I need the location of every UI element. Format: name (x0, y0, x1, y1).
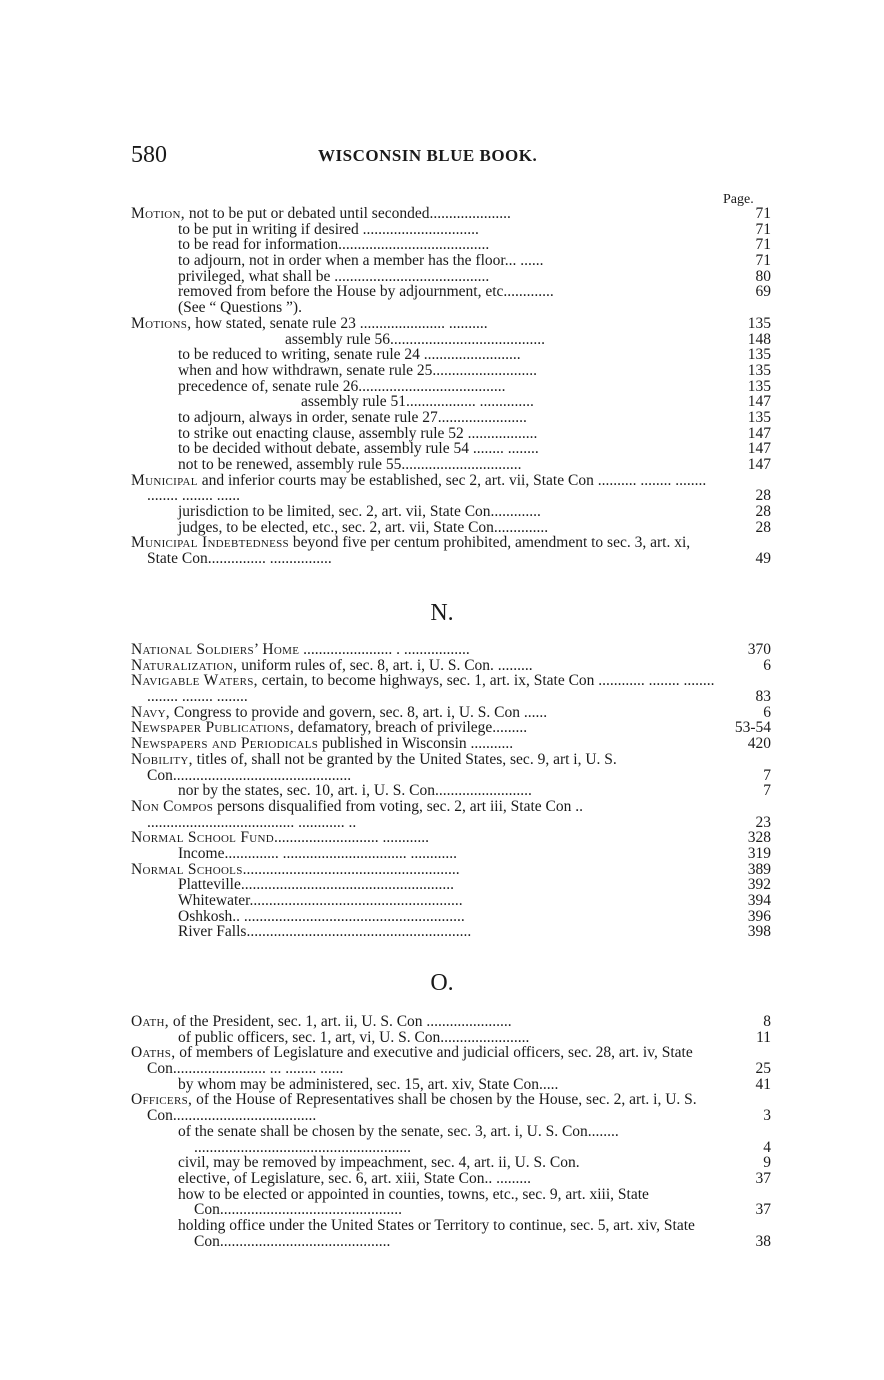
page-header (131, 142, 771, 172)
section-letter-o: O. (430, 970, 454, 996)
index-entry: (See “ Questions ”). (178, 299, 302, 317)
index-entry: when and how withdrawn, senate rule 25........................... 135 (178, 361, 771, 379)
index-entry: of public officers, sec. 1, art, vi, U. S. Con....................... 11 (178, 1028, 771, 1046)
index-entry: Oaths, of members of Legislature and executive and judicial officers, sec. 28, art. iv, State Con........................ ... ........ ...... 25 (131, 1045, 771, 1078)
index-entry: Municipal Indebtedness beyond five per centum prohibited, amendment to sec. 3, art. xi, State Con............... ................ 49 (131, 535, 771, 568)
page-column-label: Page. (723, 192, 754, 207)
index-entry: Platteville....................................................... 392 (178, 876, 771, 894)
index-entry: Non Compos persons disqualified from voting, sec. 2, art iii, State Con .. ...................................... ............ .. 23 (131, 798, 771, 831)
index-entry: Oath, of the President, sec. 1, art. ii, U. S. Con ...................... 8 (131, 1013, 771, 1030)
index-entry: Officers, of the House of Representatives shall be chosen by the House, sec. 2, art. i, U. S. Con..................................... 3 (131, 1092, 771, 1125)
index-entry: to be read for information....................................... 71 (178, 236, 771, 254)
index-entry: removed from before the House by adjournment, etc............. 69 (178, 283, 771, 301)
index-entry: River Falls.......................................................... 398 (178, 923, 771, 941)
index-entry: Nobility, titles of, shall not be granted by the United States, sec. 9, art i, U. S. Con.............................................. 7 (131, 751, 771, 784)
index-entry: how to be elected or appointed in counties, towns, etc., sec. 9, art. xiii, State Con............................................... 37 (178, 1186, 771, 1219)
index-entry: assembly rule 56........................................ 148 (285, 330, 771, 348)
index-entry: Income.............. ................................ ............ 319 (178, 844, 771, 862)
index-entry: by whom may be administered, sec. 15, art. xiv, State Con..... 41 (178, 1075, 771, 1093)
index-entry: assembly rule 51.................. .............. 147 (301, 393, 771, 411)
index-entry: Navigable Waters, certain, to become highways, sec. 1, art. ix, State Con ............ ........ ........ ........ ........ ........ 83 (131, 673, 771, 706)
index-section-m (131, 206, 771, 567)
index-entry: holding office under the United States or Territory to continue, sec. 5, art. xiv, State Con............................................ 38 (178, 1218, 771, 1250)
index-entry: National Soldiers’ Home ....................... . ................. 370 (131, 641, 771, 658)
index-entry: judges, to be elected, etc., sec. 2, art. vii, State Con.............. 28 (178, 518, 771, 536)
index-entry: Municipal and inferior courts may be established, sec 2, art. vii, State Con .......... ........ ........ ........ ........ ...... 28 (131, 472, 771, 505)
index-section-o (131, 1014, 771, 1249)
index-entry: precedence of, senate rule 26...................................... 135 (178, 377, 771, 395)
running-title: WISCONSIN BLUE BOOK. (318, 146, 538, 165)
page-number: 580 (131, 142, 167, 168)
index-section-n (131, 642, 771, 940)
index-entry: civil, may be removed by impeachment, sec. 4, art. ii, U. S. Con. 9 (178, 1154, 771, 1172)
index-entry: Normal Schools........................................................ 389 (131, 860, 771, 878)
index-entry: Whitewater....................................................... 394 (178, 892, 771, 910)
index-entry: Motions, how stated, senate rule 23 ...................... .......... 135 (131, 314, 771, 332)
index-entry: jurisdiction to be limited, sec. 2, art. vii, State Con............. 28 (178, 503, 771, 521)
index-entry: Normal School Fund........................... ............ 328 (131, 829, 771, 847)
index-entry: Newspaper Publications, defamatory, breach of privilege......... 53-54 (131, 719, 771, 737)
index-entry: to be put in writing if desired .............................. 71 (178, 220, 771, 238)
index-entry: to strike out enacting clause, assembly rule 52 .................. 147 (178, 424, 771, 442)
index-entry: to be reduced to writing, senate rule 24 ......................... 135 (178, 346, 771, 364)
index-entry: to adjourn, always in order, senate rule 27....................... 135 (178, 408, 771, 426)
index-entry: privileged, what shall be ........................................ 80 (178, 267, 771, 285)
index-entry: Oshkosh.. ......................................................... 396 (178, 907, 771, 925)
index-entry: Motion, not to be put or debated until seconded..................... 71 (131, 205, 771, 222)
index-entry: Newspapers and Periodicals published in Wisconsin ........... 420 (131, 735, 771, 753)
index-entry: to adjourn, not in order when a member has the floor... ...... 71 (178, 252, 771, 270)
index-entry: Navy, Congress to provide and govern, sec. 8, art. i, U. S. Con ...... 6 (131, 703, 771, 721)
index-entry: to be decided without debate, assembly rule 54 ........ ........ 147 (178, 440, 771, 458)
index-entry: nor by the states, sec. 10, art. i, U. S. Con......................... 7 (178, 782, 771, 800)
index-entry: not to be renewed, assembly rule 55............................... 147 (178, 456, 771, 473)
index-entry: of the senate shall be chosen by the senate, sec. 3, art. i, U. S. Con........ ........................................................ 4 (178, 1123, 771, 1156)
section-letter-n: N. (430, 600, 454, 626)
index-entry: Naturalization, uniform rules of, sec. 8, art. i, U. S. Con. ......... 6 (131, 656, 771, 674)
index-entry: elective, of Legislature, sec. 6, art. xiii, State Con.. ......... 37 (178, 1169, 771, 1187)
